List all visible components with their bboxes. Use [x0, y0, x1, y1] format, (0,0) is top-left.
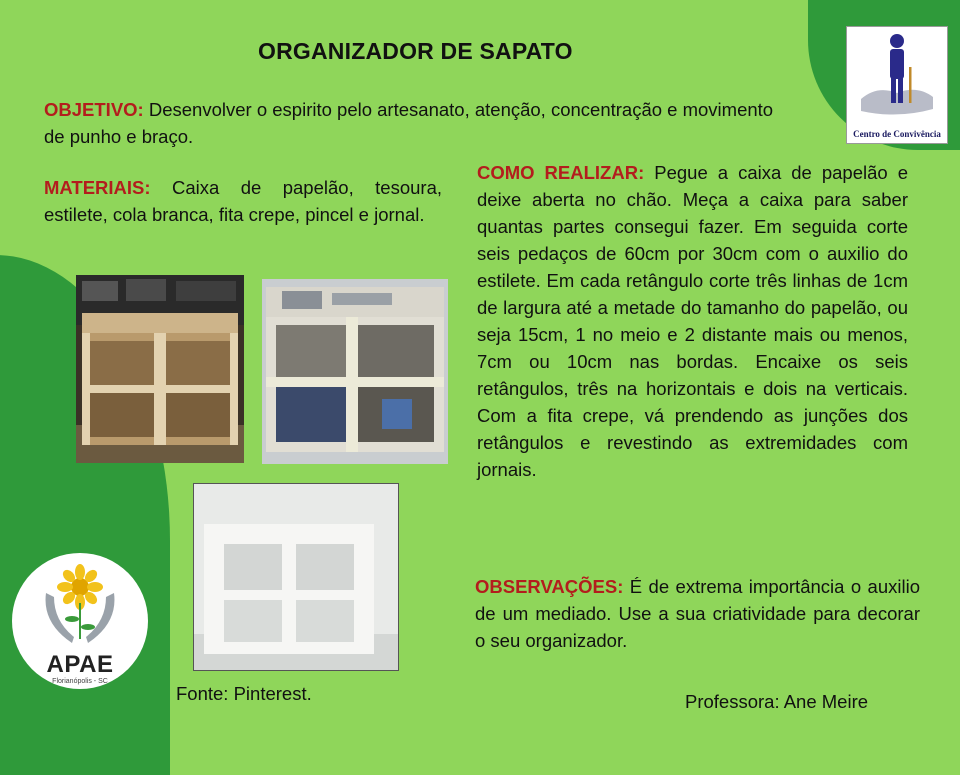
- photo-cardboard-organizer: [76, 275, 244, 463]
- apae-city: Florianópolis - SC: [52, 678, 108, 685]
- apae-logo: [12, 553, 148, 689]
- centro-convivencia-label: Centro de Convivência: [853, 129, 941, 139]
- objective-text: Desenvolver o espirito pelo artesanato, atenção, concentração e movimento de punho e braço.: [44, 99, 774, 147]
- notes-text: É de extrema importância o auxilio de um mediado. Use a sua criatividade para decorar o seu organizador.: [475, 576, 920, 651]
- materials-section: [44, 174, 442, 228]
- centro-convivencia-logo: [846, 26, 948, 144]
- apae-name: APAE: [46, 651, 114, 678]
- photo-newspaper-organizer: [262, 279, 448, 464]
- materials-label: MATERIAIS:: [44, 177, 151, 198]
- page-title: ORGANIZADOR DE SAPATO: [258, 38, 573, 64]
- teacher-credit: Professora: Ane Meire: [685, 691, 869, 712]
- notes-section: [475, 573, 920, 654]
- how-to-label: COMO REALIZAR:: [477, 162, 645, 183]
- photo-white-organizer: [193, 483, 399, 671]
- notes-label: OBSERVAÇÕES:: [475, 576, 624, 597]
- how-to-section: [477, 159, 908, 483]
- source-credit: Fonte: Pinterest.: [176, 683, 312, 704]
- how-to-text: Pegue a caixa de papelão e deixe aberta no chão. Meça a caixa para saber quantas partes consegui fazer. Em seguida corte seis pedaços de 60cm por 30cm com o auxilio do estilete. Em cada retângulo corte três linhas de 1cm de largura até a metade do tamanho do papelão, ou seja 15cm, 1 no meio e 2 distante mais ou menos, 7cm ou 10cm nas bordas. Encaixe os seis retângulos, três na horizontais e dois na verticais. Com a fita crepe, vá prendendo as junções dos retângulos e revestindo as extremidades com jornais.: [477, 162, 908, 480]
- person-with-cane-icon: [847, 27, 947, 122]
- objective-section: [44, 96, 789, 150]
- flower-hands-icon: [12, 553, 148, 653]
- materials-text: Caixa de papelão, tesoura, estilete, cola branca, fita crepe, pincel e jornal.: [44, 177, 442, 225]
- objective-label: OBJETIVO:: [44, 99, 144, 120]
